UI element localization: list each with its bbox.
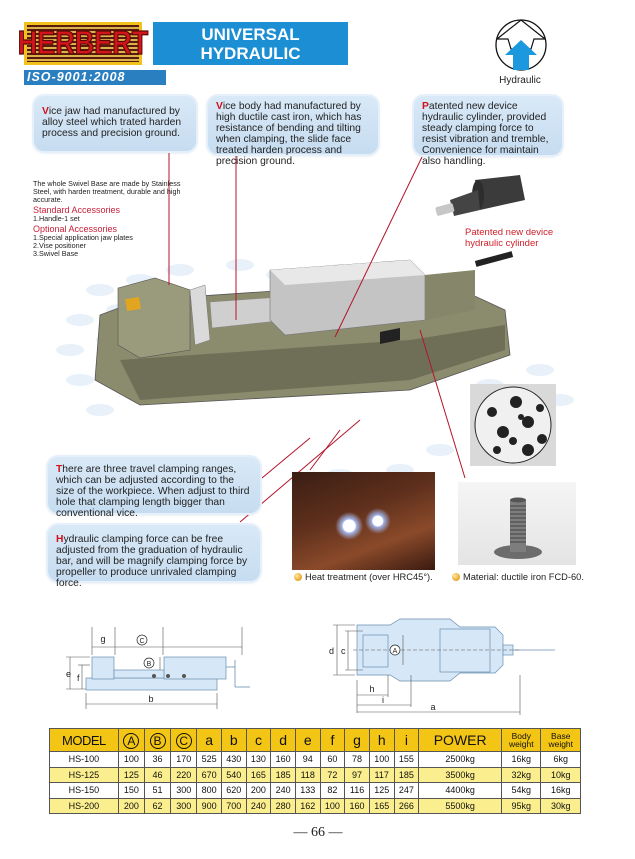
cell-e: 133 (295, 783, 320, 799)
cell-base-weight: 6kg (541, 752, 581, 768)
header-base-line-1: Base (551, 730, 571, 741)
hydraulic-arrow-icon (494, 18, 548, 72)
cell-power: 2500kg (419, 752, 502, 768)
header-a-label: A (123, 733, 139, 749)
optional-accessories-heading: Optional Accessories (33, 224, 118, 234)
cell-base-weight: 30kg (541, 798, 581, 814)
cylinder-caption-line-2: hydraulic cylinder (465, 237, 539, 249)
header-a-circled (118, 729, 144, 752)
cell-d: 240 (271, 783, 296, 799)
hydraulic-cylinder-photo (430, 170, 530, 225)
cell-g: 116 (345, 783, 370, 799)
dim-label-c: c (341, 646, 346, 656)
cell-i: 155 (394, 752, 419, 768)
callout-clamping-force (48, 525, 260, 589)
optional-accessory-item: 3.Swivel Base (33, 249, 79, 258)
hydraulic-label: Hydraulic (499, 75, 541, 86)
cell-a-circled: 200 (118, 798, 144, 814)
table-header-row (50, 729, 581, 752)
cell-e: 118 (295, 767, 320, 783)
dim-label-i: i (382, 695, 384, 705)
dim-label-b-upper: B (146, 661, 152, 668)
dim-label-b: b (148, 694, 154, 704)
optional-accessory-item: 1.Special application jaw plates (33, 233, 133, 242)
header-b-label: B (150, 733, 166, 749)
cell-a: 525 (197, 752, 222, 768)
header-c: c (246, 729, 271, 752)
callout-initial: H (56, 534, 64, 545)
microstructure-graphic (470, 384, 556, 466)
callout-text: ice jaw had manufactured by alloy steel which trated harden process and precision ground. (42, 106, 182, 139)
top-view-dimension-diagram (315, 615, 570, 715)
cell-c: 240 (246, 798, 271, 814)
cell-a-circled: 100 (118, 752, 144, 768)
table-body (50, 752, 581, 814)
table-row (50, 783, 581, 799)
callout-hydraulic-cylinder (414, 96, 562, 167)
logo-panel (17, 24, 149, 62)
table-row (50, 752, 581, 768)
cell-i: 266 (394, 798, 419, 814)
cell-b: 620 (221, 783, 246, 799)
accessories-notes (33, 180, 183, 258)
cell-d: 185 (271, 767, 296, 783)
callout-initial: V (216, 101, 223, 112)
cell-power: 4400kg (419, 783, 502, 799)
cell-body-weight: 16kg (502, 752, 541, 768)
cell-b: 700 (221, 798, 246, 814)
dim-label-h: h (369, 684, 375, 694)
standard-accessories-heading: Standard Accessories (33, 205, 121, 215)
header-c-circled (171, 729, 197, 752)
heat-caption-text: Heat treatment (over HRC45°). (305, 572, 433, 582)
cell-a: 670 (197, 767, 222, 783)
callout-initial: T (56, 464, 63, 475)
header-d: d (271, 729, 296, 752)
cell-a: 900 (197, 798, 222, 814)
header-g: g (345, 729, 370, 752)
cell-model: HS-150 (50, 783, 119, 799)
cell-b: 430 (221, 752, 246, 768)
header-base-weight (541, 729, 581, 752)
table-row (50, 798, 581, 814)
cell-body-weight: 95kg (502, 798, 541, 814)
callout-initial: P (422, 101, 429, 112)
cell-h: 165 (369, 798, 394, 814)
table-row (50, 767, 581, 783)
cell-c: 200 (246, 783, 271, 799)
header-f: f (320, 729, 345, 752)
cell-g: 160 (345, 798, 370, 814)
cell-e: 162 (295, 798, 320, 814)
cell-b-circled: 51 (144, 783, 170, 799)
cell-e: 94 (295, 752, 320, 768)
header-b-circled (144, 729, 170, 752)
cell-f: 100 (320, 798, 345, 814)
cell-model: HS-100 (50, 752, 119, 768)
iso-badge: ISO-9001:2008 (24, 70, 166, 85)
cell-a: 800 (197, 783, 222, 799)
cell-b: 540 (221, 767, 246, 783)
dim-label-a-upper: A (392, 648, 398, 655)
dim-label-c-upper: C (139, 638, 145, 645)
header-a: a (197, 729, 222, 752)
header-body-weight (502, 729, 541, 752)
swivel-base-note: The whole Swivel Base are made by Stainless Steel, with harden treatment, durable and high accurate. (33, 179, 181, 204)
header-body-line-2: weight (509, 739, 534, 749)
cell-f: 72 (320, 767, 345, 783)
cell-c: 165 (246, 767, 271, 783)
heat-treatment-caption (294, 572, 433, 582)
callout-clamping-ranges (48, 457, 260, 519)
header-body-line-1: Body (511, 730, 531, 741)
cell-base-weight: 10kg (541, 767, 581, 783)
brand-name: HERBERT (17, 24, 149, 62)
cell-i: 247 (394, 783, 419, 799)
cell-d: 280 (271, 798, 296, 814)
cell-h: 117 (369, 767, 394, 783)
threaded-part-graphic (458, 482, 576, 565)
dim-label-g: g (100, 634, 106, 644)
header-power: POWER (419, 729, 502, 752)
hydraulic-vice-illustration (80, 240, 520, 410)
cell-power: 5500kg (419, 798, 502, 814)
heat-treatment-photo (292, 472, 435, 570)
cell-power: 3500kg (419, 767, 502, 783)
standard-accessory-item: 1.Handle-1 set (33, 214, 80, 223)
cell-c-circled: 220 (171, 767, 197, 783)
cell-c: 130 (246, 752, 271, 768)
callout-text: atented new device hydraulic cylinder, provided steady clamping force to resist vibration and tremble, Convenience for maintain also handling. (422, 101, 549, 167)
cell-f: 82 (320, 783, 345, 799)
cell-a-circled: 125 (118, 767, 144, 783)
cell-f: 60 (320, 752, 345, 768)
bullet-icon (294, 573, 302, 581)
callout-text: ice body had manufactured by high ductile cast iron, which has resistance of bending and tilting when clamping, the slide face treated harden process and precision ground. (216, 101, 362, 167)
dim-label-e: e (66, 669, 72, 679)
title-line-1: UNIVERSAL HYDRAULIC (200, 25, 301, 63)
callout-vice-body (208, 96, 378, 167)
header-h: h (369, 729, 394, 752)
herbert-logo (17, 22, 149, 65)
header-c-label: C (176, 733, 192, 749)
cell-c-circled: 170 (171, 752, 197, 768)
page-number: — 66 — (293, 825, 343, 840)
cell-b-circled: 46 (144, 767, 170, 783)
cell-body-weight: 32kg (502, 767, 541, 783)
header-b: b (221, 729, 246, 752)
callout-text: ydraulic clamping force can be free adjusted from the graduation of hydraulic bar, and will be magnify clamping force by propeller to produce unrivaled clamping force. (56, 534, 248, 589)
dim-label-d: d (329, 646, 335, 656)
cell-model: HS-125 (50, 767, 119, 783)
title-line-2: PRECISION VICE (181, 63, 320, 82)
cylinder-caption (465, 228, 585, 249)
cell-b-circled: 36 (144, 752, 170, 768)
header-i: i (394, 729, 419, 752)
callout-vice-jaw (34, 96, 196, 151)
specification-table (49, 728, 581, 814)
cell-b-circled: 62 (144, 798, 170, 814)
material-caption-text: Material: ductile iron FCD-60. (463, 572, 584, 582)
header-model: MODEL (50, 729, 119, 752)
cell-g: 97 (345, 767, 370, 783)
cell-h: 100 (369, 752, 394, 768)
cell-g: 78 (345, 752, 370, 768)
cell-body-weight: 54kg (502, 783, 541, 799)
material-caption (452, 572, 584, 582)
side-view-dimension-diagram (60, 615, 260, 715)
cell-i: 185 (394, 767, 419, 783)
ductile-iron-microstructure-photo (470, 384, 556, 466)
dim-label-f: f (77, 673, 80, 683)
ductile-iron-part-photo (458, 482, 576, 565)
cell-a-circled: 150 (118, 783, 144, 799)
cell-c-circled: 300 (171, 798, 197, 814)
cylinder-caption-line-1: Patented new device (465, 227, 554, 238)
callout-initial: V (42, 106, 49, 117)
page-title (153, 22, 348, 82)
dim-label-a: a (430, 702, 436, 712)
bullet-icon (452, 573, 460, 581)
cell-model: HS-200 (50, 798, 119, 814)
header-e: e (295, 729, 320, 752)
cell-c-circled: 300 (171, 783, 197, 799)
optional-accessory-item: 2.Vise positioner (33, 241, 87, 250)
cell-h: 125 (369, 783, 394, 799)
header-base-line-2: weight (548, 739, 574, 749)
cell-d: 160 (271, 752, 296, 768)
callout-text: here are three travel clamping ranges, which can be adjusted according to the size of the workpiece. When adjust to third hole that clamping length bigger than conventional vice. (56, 464, 250, 519)
cell-base-weight: 16kg (541, 783, 581, 799)
